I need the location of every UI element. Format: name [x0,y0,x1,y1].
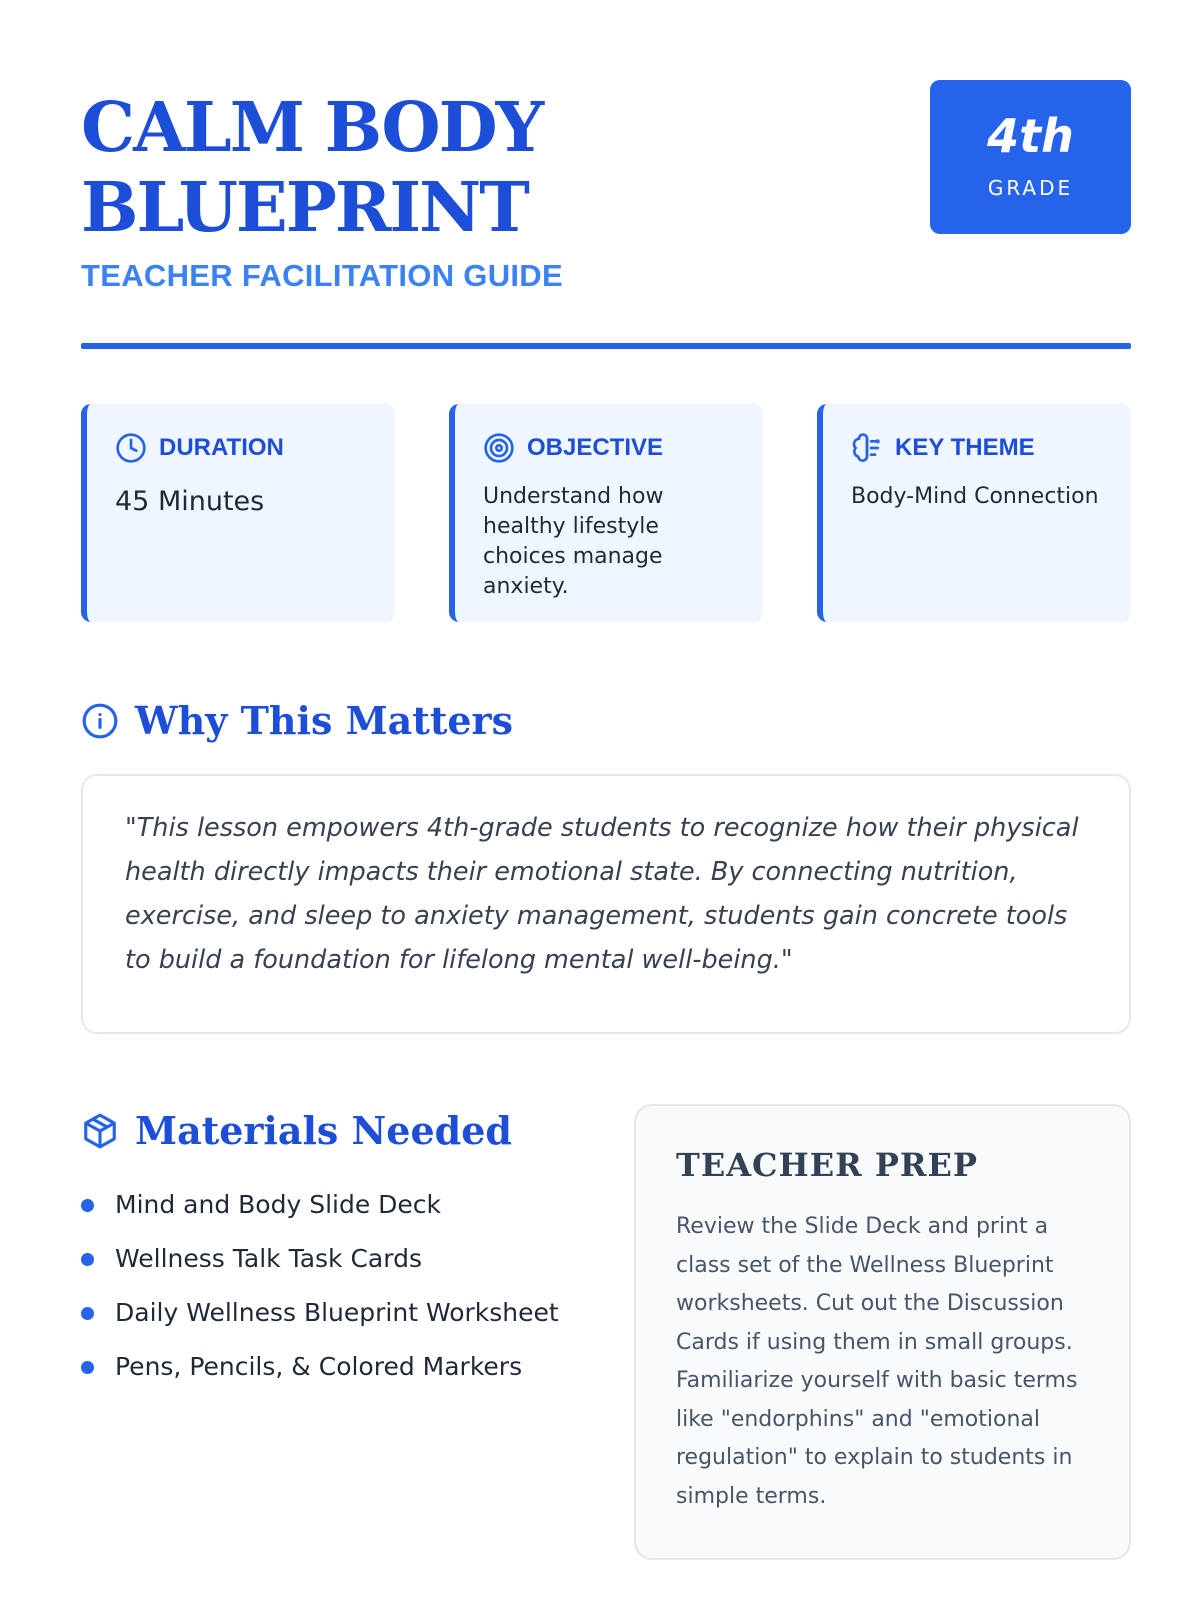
header-divider [81,343,1131,349]
why-section-title: Why This Matters [135,698,513,743]
duration-label: DURATION [159,434,284,461]
materials-list-item: Pens, Pencils, & Colored Markers [81,1340,601,1394]
page-title [81,88,781,248]
grade-badge [930,80,1131,234]
header [81,78,1131,348]
materials-list-item: Mind and Body Slide Deck [81,1178,601,1232]
brain-icon [851,432,883,464]
teacher-prep-text: Review the Slide Deck and print a class set of the Wellness Blueprint worksheets. Cut out the Discussion Cards if using them in small groups. Familiarize yourself with basic terms like "endorphins" and "emotional regulation" to explain to students in simple terms. [676,1214,1078,1509]
why-section-heading [81,698,513,743]
info-cards [81,404,1131,622]
key-theme-card [817,404,1131,622]
clock-icon [115,432,147,464]
target-icon [483,432,515,464]
key-theme-value: Body-Mind Connection [851,484,1099,509]
duration-card [81,404,395,622]
materials-section-title: Materials Needed [135,1108,512,1153]
materials-list [81,1178,601,1394]
duration-value: 45 Minutes [115,486,265,517]
lesson-guide-page [81,0,1131,1600]
page-subtitle: TEACHER FACILITATION GUIDE [81,258,563,293]
why-quote-text: "This lesson empowers 4th-grade students to recognize how their physical health directly impacts their emotional state. By connecting nutrition, exercise, and sleep to anxiety management, students gain concrete tools to build a foundation for lifelong mental well-being." [125,813,1079,975]
materials-section-heading [81,1108,512,1153]
grade-label: GRADE [987,176,1074,200]
materials-list-item: Wellness Talk Task Cards [81,1232,601,1286]
key-theme-label: KEY THEME [895,434,1035,461]
objective-card [449,404,763,622]
title-line-2: BLUEPRINT [81,168,528,248]
objective-label: OBJECTIVE [527,434,664,461]
teacher-prep-box [634,1104,1131,1560]
grade-number: 4th [987,109,1074,163]
objective-value: Understand how healthy lifestyle choices manage anxiety. [483,484,664,599]
why-quote-box [81,774,1131,1034]
materials-list-item: Daily Wellness Blueprint Worksheet [81,1286,601,1340]
info-icon [81,702,119,740]
teacher-prep-title: TEACHER PREP [676,1146,978,1184]
title-line-1: CALM BODY [81,88,543,168]
box-icon [81,1112,119,1150]
